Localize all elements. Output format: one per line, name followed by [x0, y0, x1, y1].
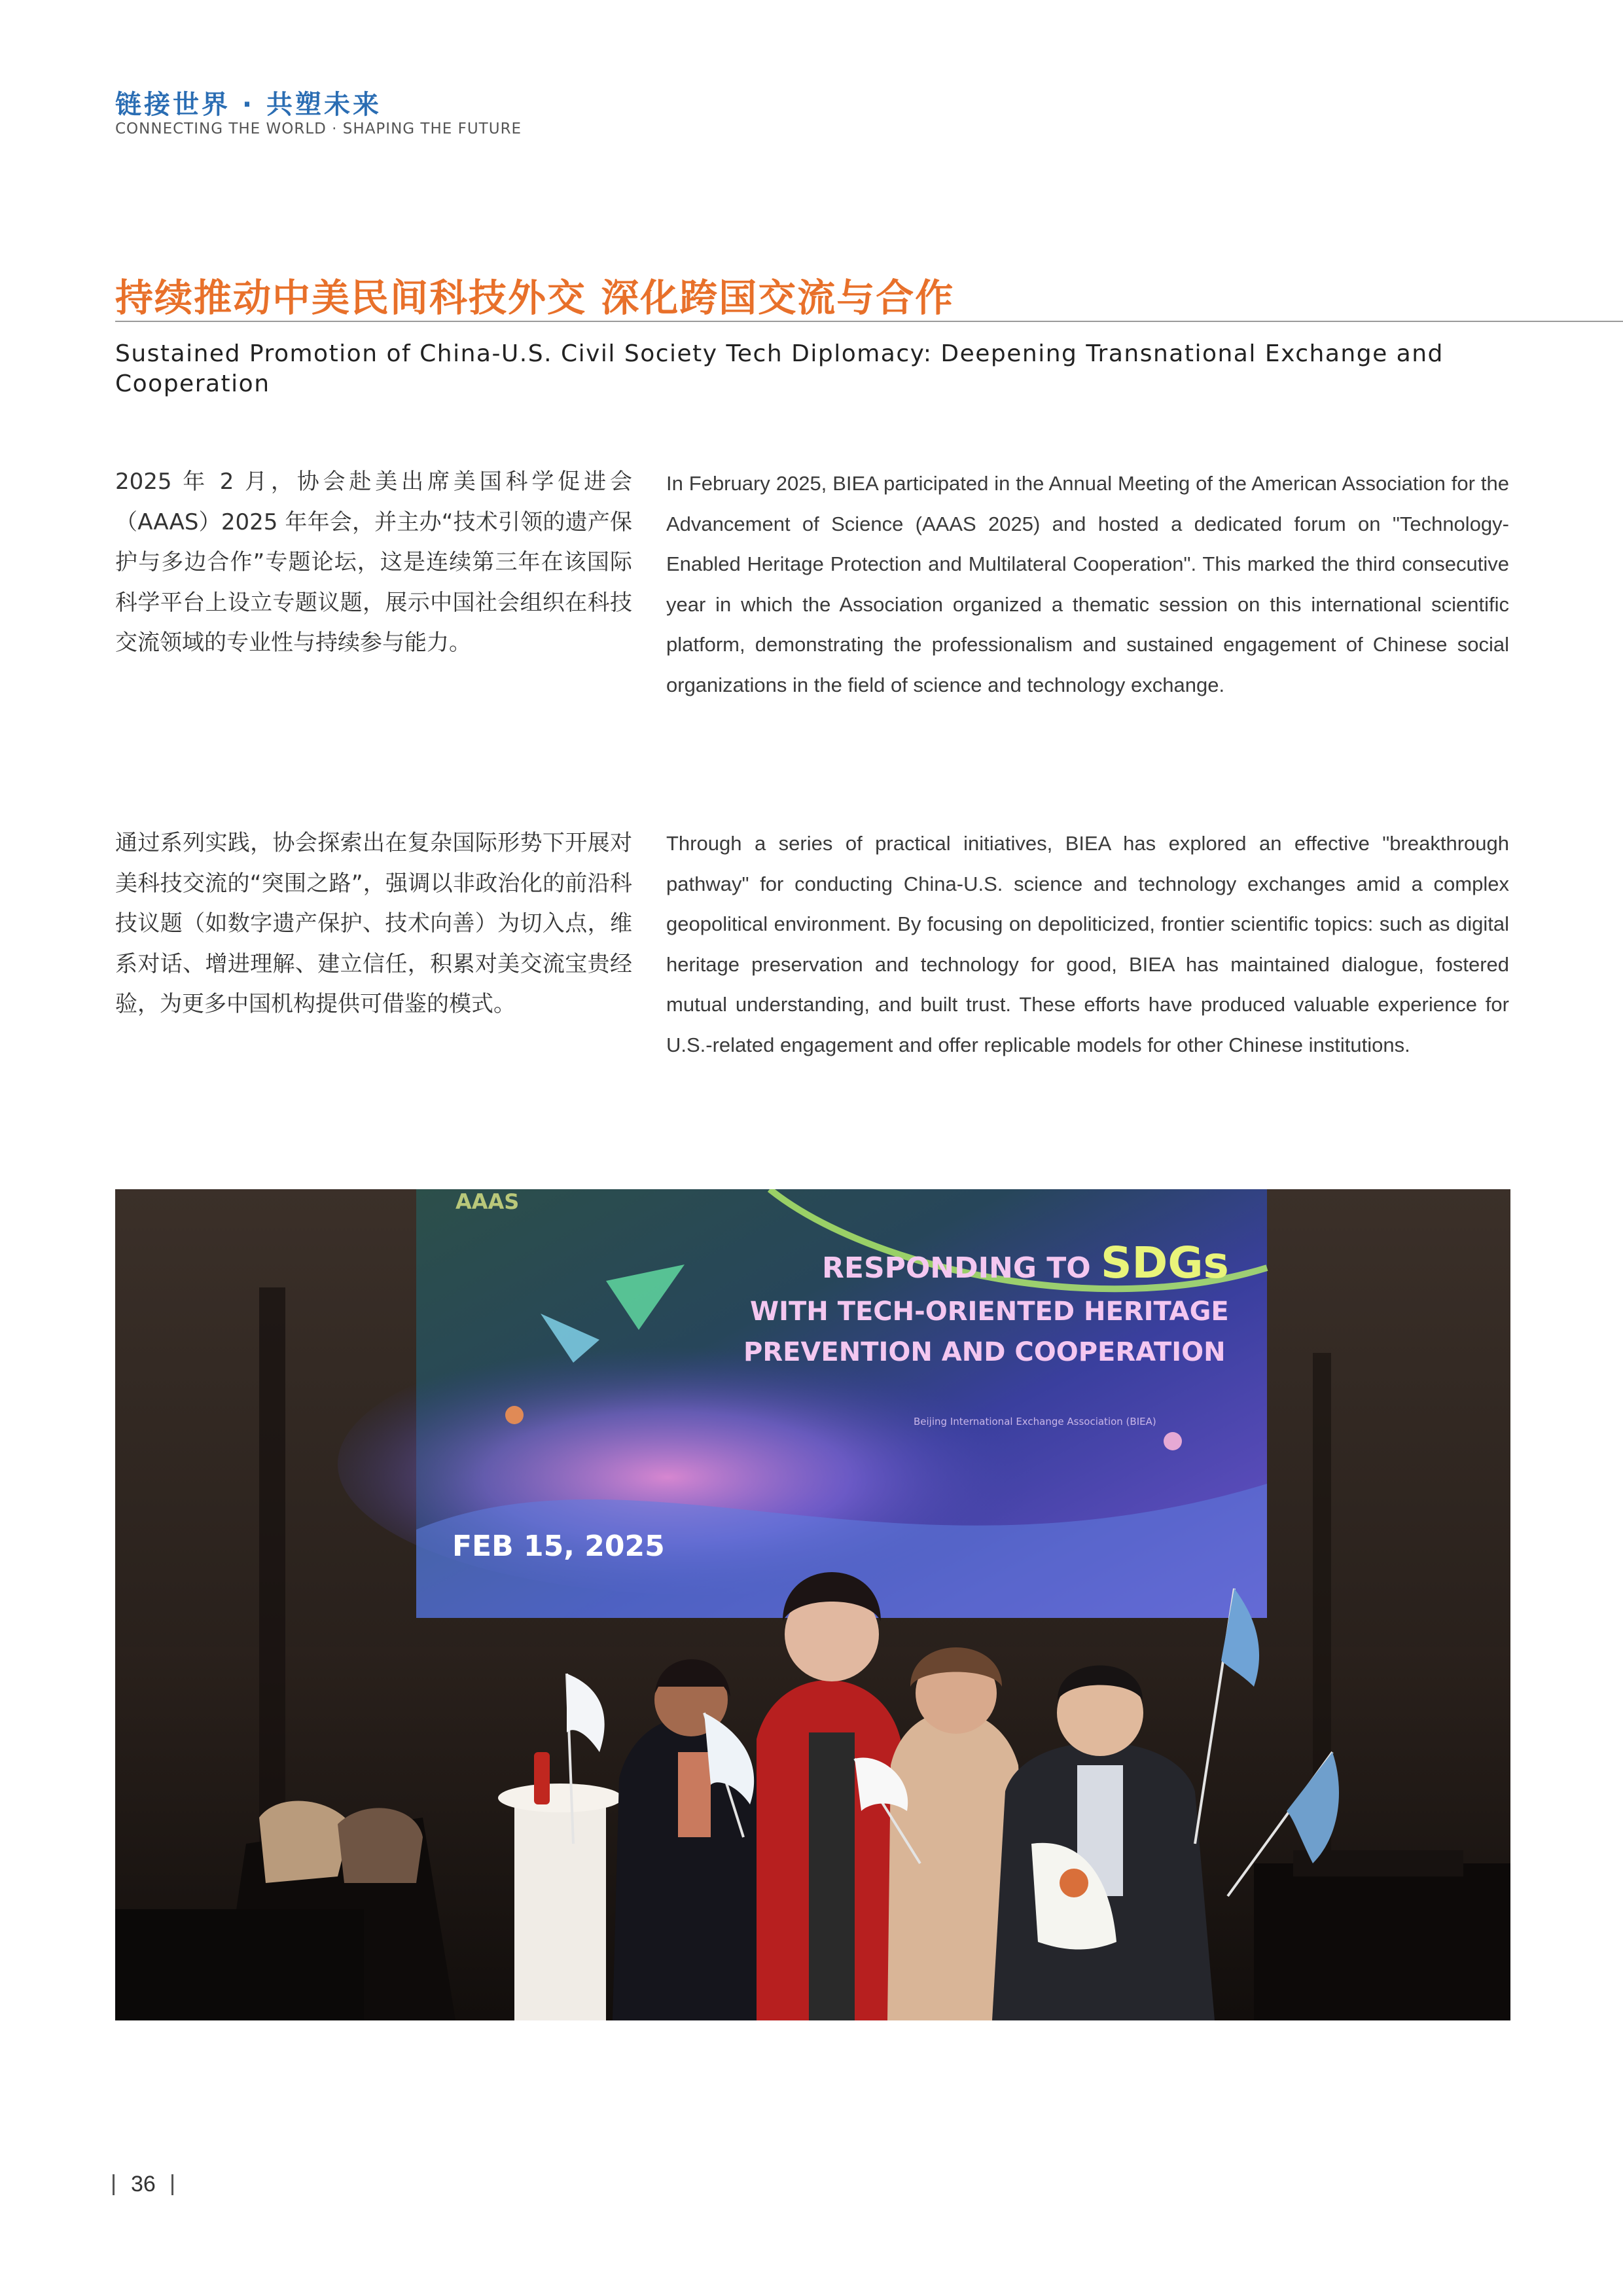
presentation-screen: [338, 1189, 1267, 1618]
screen-logo: AAAS: [455, 1189, 520, 1214]
paragraph-1-en: In February 2025, BIEA participated in the Annual Meeting of the American Association for the Advancement of Science (AAAS 2025) and hosted a dedicated forum on "Technology-Enabled Heritage Protection and Multilateral Cooperation". This marked the third consecutive year in which the Association organized a thematic session on this international scientific platform, demonstrating the professionalism and sustained engagement of Chinese social organizations in the field of science and technology exchange.: [666, 472, 1509, 696]
screen-date: FEB 15, 2025: [452, 1530, 665, 1563]
title-divider: [115, 321, 1623, 322]
screen-organization: Beijing International Exchange Association (BIEA): [914, 1416, 1156, 1427]
paragraph-1-cn: 2025 年 2 月，协会赴美出席美国科学促进会（AAAS）2025 年年会，并主办“技术引领的遗产保护与多边合作”专题论坛，这是连续第三年在该国际科学平台上设立专题议题，展示中国社会组织在科技交流领域的专业性与持续参与能力。: [115, 469, 632, 656]
header-title-cn: 链接世界 · 共塑未来: [115, 90, 382, 120]
header-title-en: CONNECTING THE WORLD · SHAPING THE FUTURE: [115, 120, 522, 137]
footer-bar-right: [171, 2174, 173, 2195]
screen-heading-line-1: RESPONDING TO SDGs: [822, 1238, 1229, 1288]
article-title-en: Sustained Promotion of China-U.S. Civil Society Tech Diplomacy: Deepening Transnational Exchange and Cooperation: [115, 340, 1444, 397]
event-photo: [115, 1189, 1510, 2020]
paragraph-2-cn: 通过系列实践，协会探索出在复杂国际形势下开展对美科技交流的“突围之路”，强调以非政治化的前沿科技议题（如数字遗产保护、技术向善）为切入点，维系对话、增进理解、建立信任，积累对美交流宝贵经验，为更多中国机构提供可借鉴的模式。: [115, 830, 632, 1017]
paragraph-2-en: Through a series of practical initiatives, BIEA has explored an effective "breakthrough pathway" for conducting China-U.S. science and technology exchanges amid a complex geopolitical environment. By focusing on depoliticized, frontier scientific topics: such as digital heritage preservation and technology for good, BIEA has maintained dialogue, fostered mutual understanding, and built trust. These efforts have produced valuable experience for U.S.-related engagement and offer replicable models for other Chinese institutions.: [666, 832, 1509, 1056]
screen-heading-line-3: PREVENTION AND COOPERATION: [743, 1337, 1226, 1367]
article-title-cn: 持续推动中美民间科技外交 深化跨国交流与合作: [115, 276, 955, 320]
footer-bar-left: [113, 2174, 115, 2195]
screen-heading-line-2: WITH TECH-ORIENTED HERITAGE: [750, 1297, 1229, 1327]
page-number: 36: [131, 2172, 156, 2197]
